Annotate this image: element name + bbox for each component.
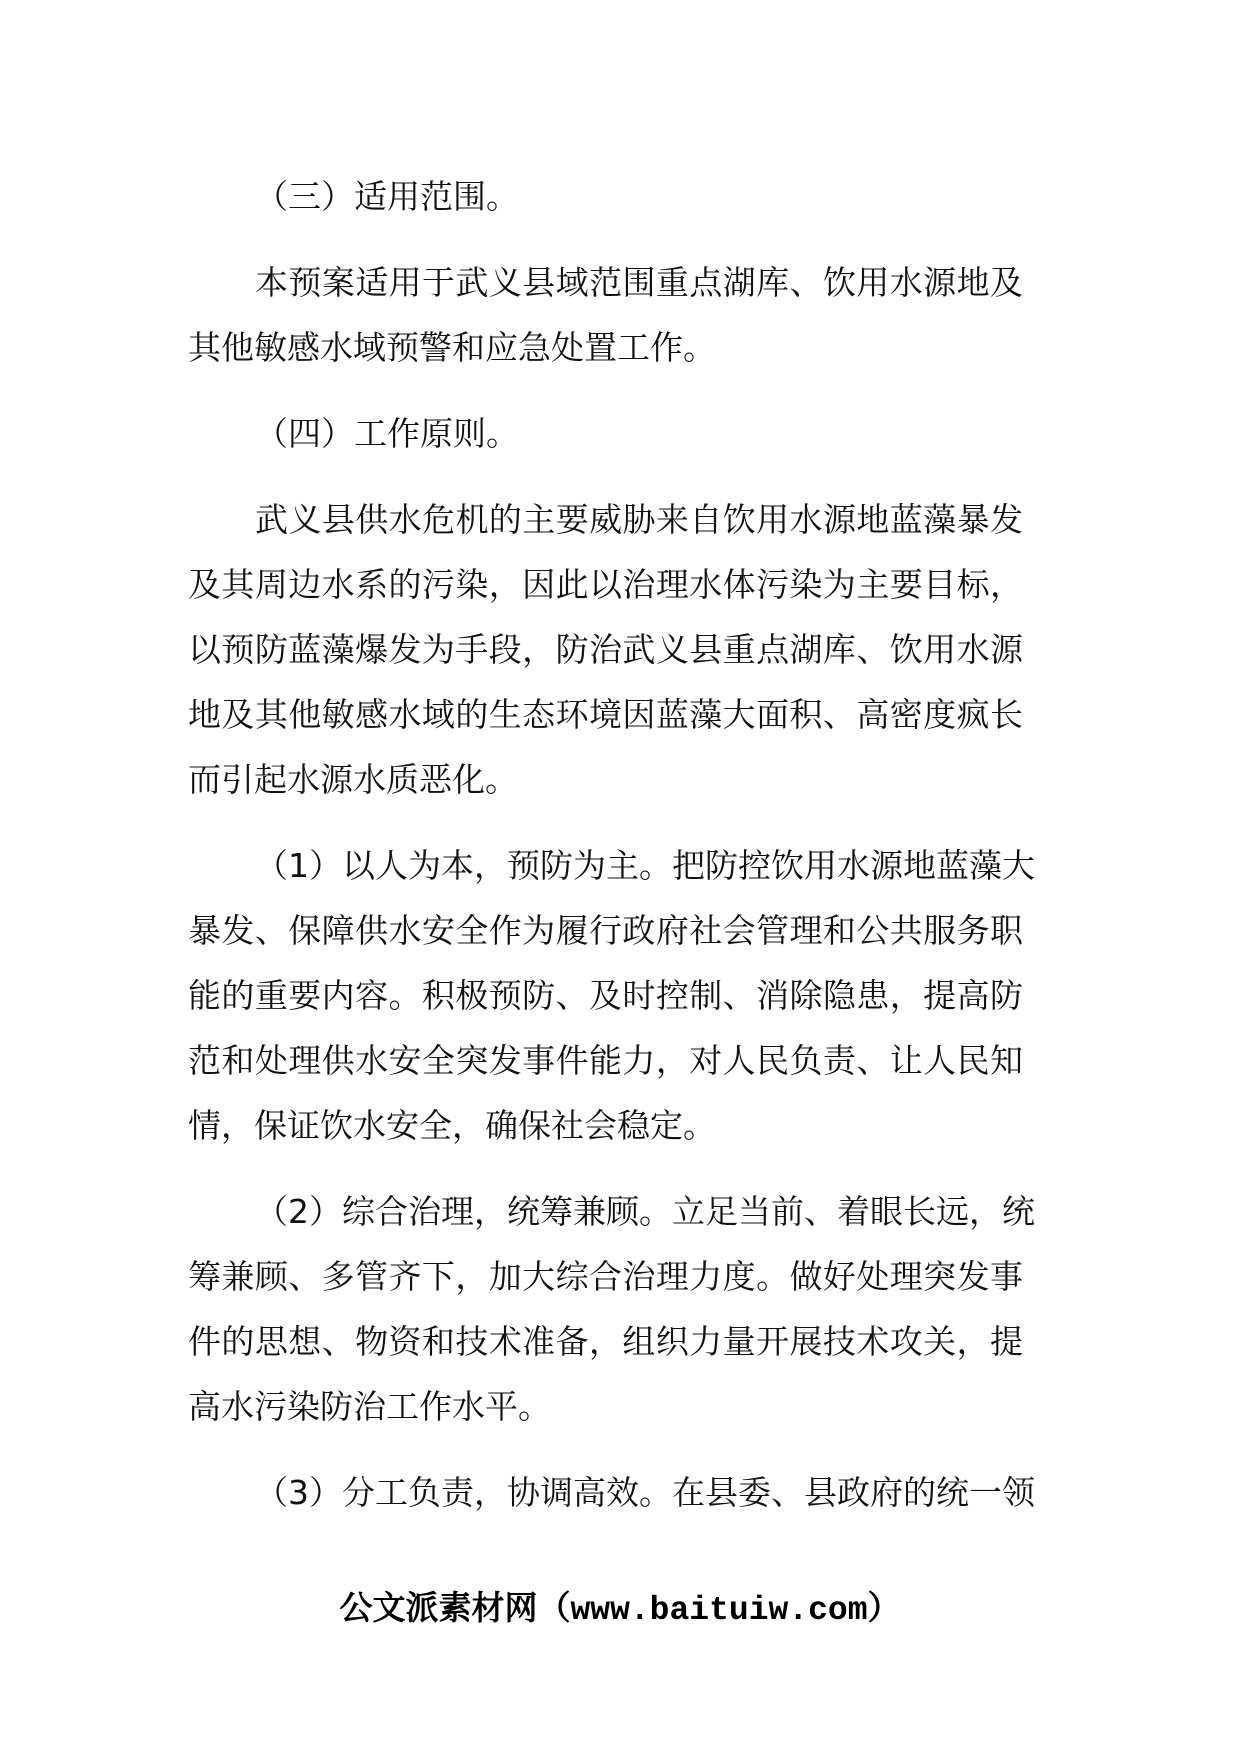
principles-intro-line: 而引起水源水质恶化。 (188, 760, 518, 799)
principles-intro-line: 以预防蓝藻爆发为手段，防治武义县重点湖库、饮用水源 (188, 630, 1023, 669)
scope-text-line: 其他敏感水域预警和应急处置工作。 (188, 328, 716, 367)
principles-intro-line: 地及其他敏感水域的生态环境因蓝藻大面积、高密度疯长 (188, 695, 1023, 734)
principle-1-line: （1）以人为本，预防为主。把防控饮用水源地蓝藻大 (255, 846, 1035, 885)
principle-2-line: 高水污染防治工作水平。 (188, 1387, 551, 1426)
principle-2-line: 筹兼顾、多管齐下，加大综合治理力度。做好处理突发事 (188, 1257, 1023, 1296)
principle-3-line: （3）分工负责，协调高效。在县委、县政府的统一领 (255, 1473, 1035, 1512)
principle-2-line: （2）综合治理，统筹兼顾。立足当前、着眼长远，统 (255, 1192, 1035, 1231)
scope-text-line: 本预案适用于武义县域范围重点湖库、饮用水源地及 (255, 263, 1023, 302)
principles-intro-line: 及其周边水系的污染，因此以治理水体污染为主要目标， (188, 565, 1023, 604)
principle-1-line: 范和处理供水安全突发事件能力，对人民负责、让人民知 (188, 1041, 1023, 1080)
principle-1-line: 能的重要内容。积极预防、及时控制、消除隐患，提高防 (188, 976, 1023, 1015)
principle-1-line: 暴发、保障供水安全作为履行政府社会管理和公共服务职 (188, 911, 1023, 950)
principles-intro-line: 武义县供水危机的主要威胁来自饮用水源地蓝藻暴发 (255, 500, 1023, 539)
principle-2-line: 件的思想、物资和技术准备，组织力量开展技术攻关，提 (188, 1322, 1023, 1361)
section-heading-scope: （三）适用范围。 (255, 177, 519, 216)
principle-1-line: 情，保证饮水安全，确保社会稳定。 (188, 1106, 716, 1145)
footer-source-credit: 公文派素材网（www.baituiw.com） (339, 1592, 901, 1629)
section-heading-principles: （四）工作原则。 (255, 414, 519, 453)
